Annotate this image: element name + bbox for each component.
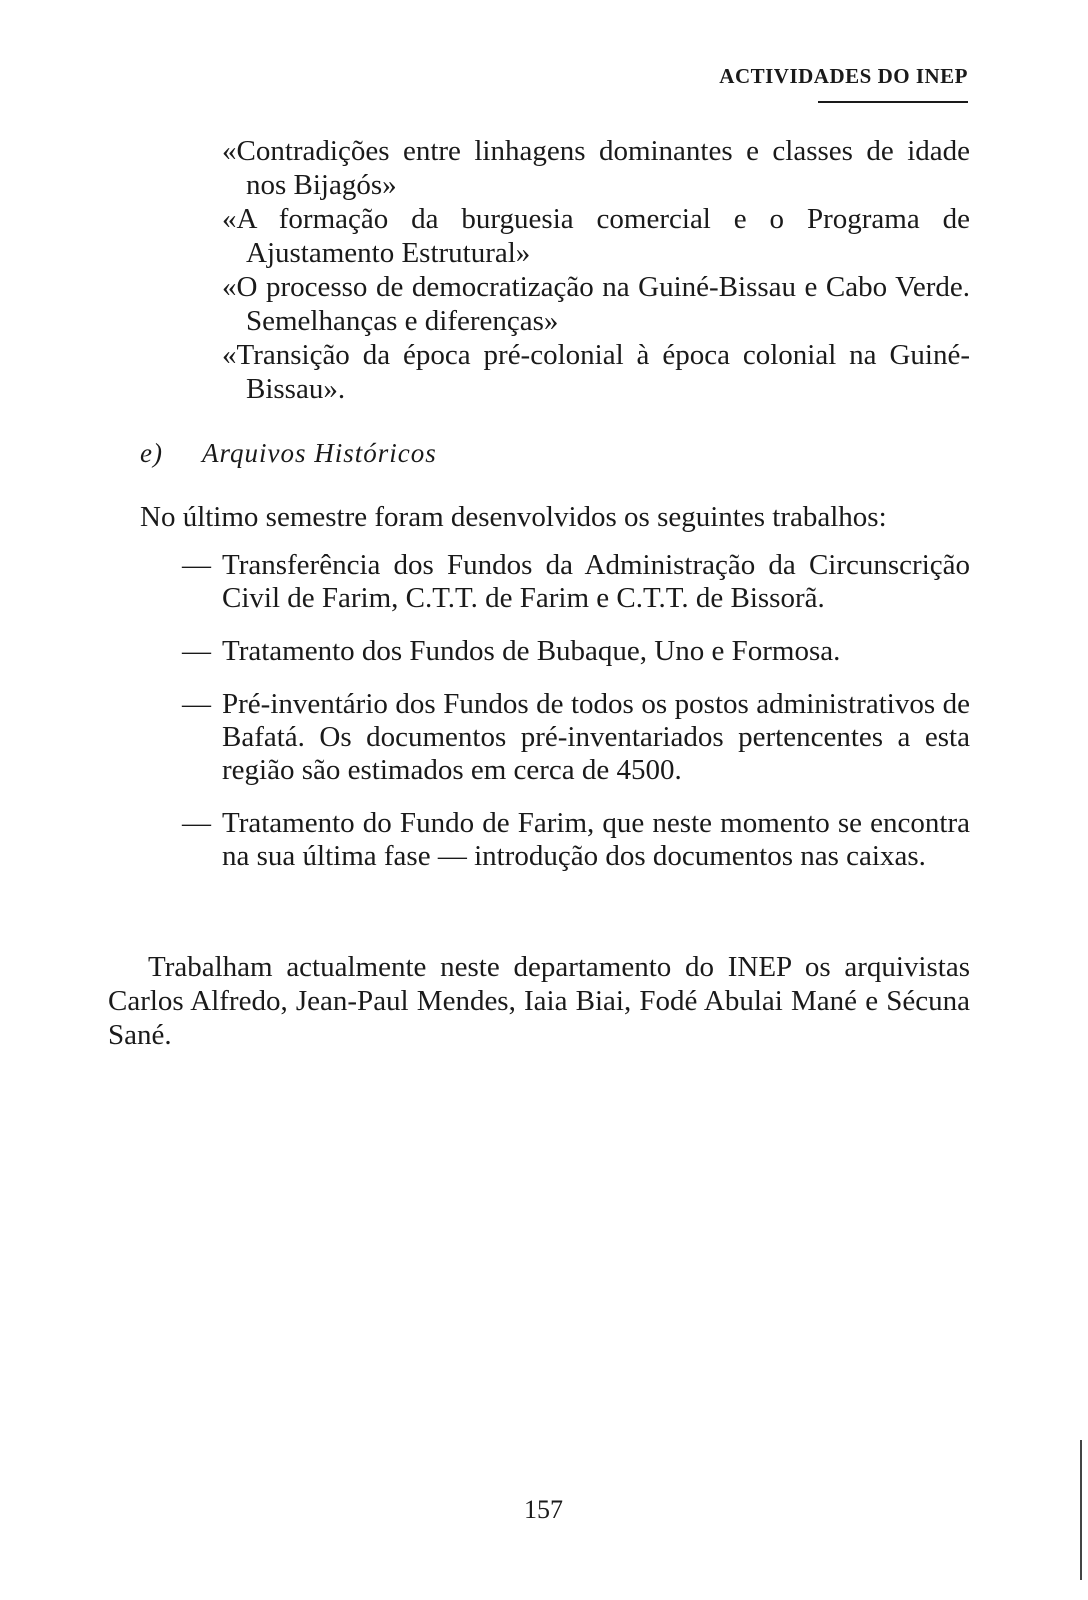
page-number: 157 — [524, 1495, 563, 1524]
task-item — [182, 807, 970, 873]
task-item — [182, 688, 970, 787]
section-heading — [140, 438, 437, 469]
title-item: «Contradições entre linhagens dominantes e classes de idade nos Bijagós» — [222, 135, 970, 201]
task-text: Tratamento dos Fundos de Bubaque, Uno e Formosa. — [222, 635, 841, 667]
running-head: ACTIVIDADES DO INEP — [719, 64, 968, 88]
title-item: «A formação da burguesia comercial e o Programa de Ajustamento Estrutural» — [222, 203, 970, 269]
task-list — [182, 549, 970, 893]
task-text: Pré-inventário dos Fundos de todos os postos administrativos de Bafatá. Os documentos pré-inventariados pertencentes a esta região são estimados em cerca de 4500. — [222, 688, 970, 786]
task-item — [182, 549, 970, 615]
running-head-rule — [818, 101, 968, 103]
section-letter: e) — [140, 438, 163, 468]
title-item: «O processo de democratização na Guiné-Bissau e Cabo Verde. Semelhanças e diferenças» — [222, 271, 970, 337]
em-dash: — — [182, 688, 211, 720]
intro-paragraph: No último semestre foram desenvolvidos os seguintes trabalhos: — [140, 501, 887, 533]
scan-edge-mark — [1080, 1440, 1082, 1580]
closing-paragraph: Trabalham actualmente neste departamento do INEP os arquivistas Carlos Alfredo, Jean-Paul Mendes, Iaia Biai, Fodé Abulai Mané e Sécuna Sané. — [108, 951, 970, 1051]
titles-list — [222, 134, 970, 406]
em-dash: — — [182, 549, 211, 581]
task-item — [182, 635, 970, 668]
task-text: Tratamento do Fundo de Farim, que neste momento se encontra na sua última fase — introdução dos documentos nas caixas. — [222, 807, 970, 872]
section-title: Arquivos Históricos — [202, 438, 437, 468]
em-dash: — — [182, 807, 211, 839]
task-text: Transferência dos Fundos da Administração da Circunscrição Civil de Farim, C.T.T. de Farim e C.T.T. de Bissorã. — [222, 549, 970, 614]
em-dash: — — [182, 635, 211, 667]
title-item: «Transição da época pré-colonial à época colonial na Guiné-Bissau». — [222, 339, 970, 405]
